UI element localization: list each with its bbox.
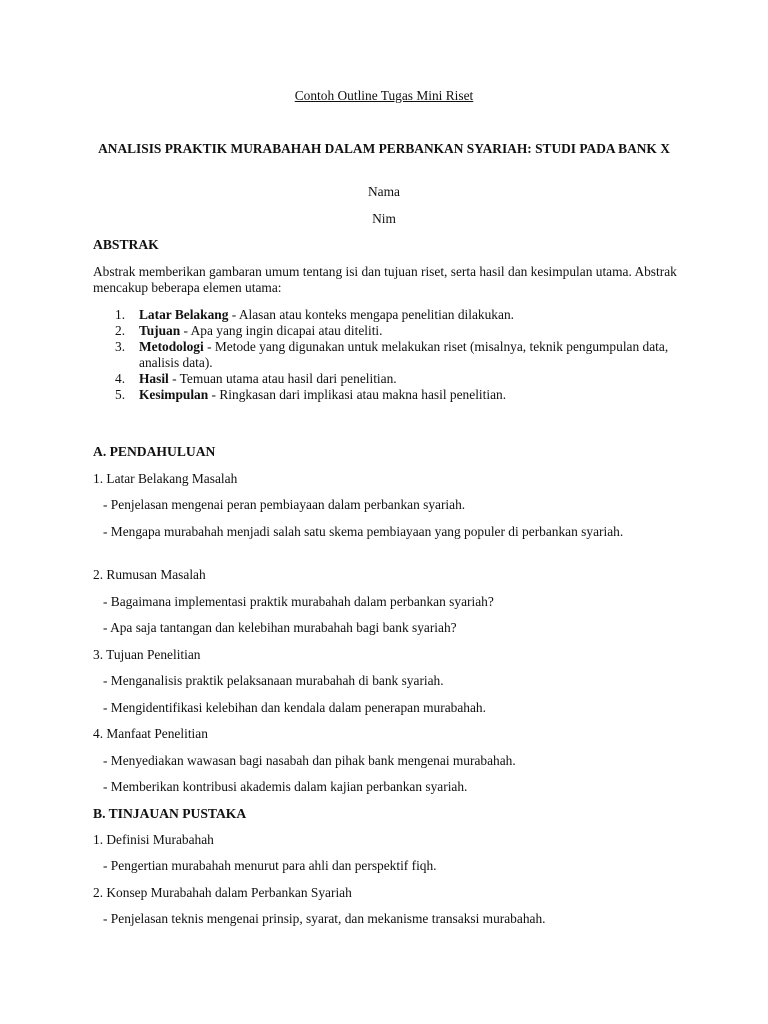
bullet-text: - Memberikan kontribusi akademis dalam kajian perbankan syariah. (103, 779, 468, 794)
abstrak-list (93, 307, 683, 403)
subsection-title: 3. Tujuan Penelitian (93, 647, 201, 662)
list-item (93, 323, 683, 339)
list-desc: - Ringkasan dari implikasi atau makna hasil penelitian. (208, 387, 507, 402)
list-desc: - Temuan utama atau hasil dari penelitian. (168, 371, 397, 386)
bullet-text: - Penjelasan teknis mengenai prinsip, syarat, dan mekanisme transaksi murabahah. (103, 911, 546, 926)
bullet-text: - Mengapa murabahah menjadi salah satu skema pembiayaan yang populer di perbankan syariah. (103, 524, 624, 539)
list-term: Tujuan (139, 323, 181, 338)
subsection-title: 4. Manfaat Penelitian (93, 726, 208, 741)
list-item (93, 307, 683, 323)
list-number: 4. (115, 371, 126, 386)
subsection-title: 2. Rumusan Masalah (93, 567, 206, 582)
tinjauan-heading: B. TINJAUAN PUSTAKA (93, 806, 247, 821)
list-term: Kesimpulan (139, 387, 209, 402)
list-desc: - Apa yang ingin dicapai atau diteliti. (180, 323, 383, 338)
outline-title: Contoh Outline Tugas Mini Riset (294, 88, 474, 103)
bullet-text: - Bagaimana implementasi praktik murabahah dalam perbankan syariah? (103, 594, 494, 609)
research-title: ANALISIS PRAKTIK MURABAHAH DALAM PERBANKAN SYARIAH: STUDI PADA BANK X (98, 141, 670, 156)
bullet-text: - Mengidentifikasi kelebihan dan kendala dalam penerapan murabahah. (103, 700, 486, 715)
list-number: 5. (115, 387, 126, 402)
pendahuluan-heading: A. PENDAHULUAN (93, 444, 216, 459)
list-desc: - Metode yang digunakan untuk melakukan riset (misalnya, teknik pengumpulan data, analisis data). (139, 339, 669, 370)
list-number: 1. (115, 307, 126, 322)
bullet-text: - Pengertian murabahah menurut para ahli dan perspektif fiqh. (103, 858, 437, 873)
list-term: Metodologi (139, 339, 204, 354)
list-item (93, 371, 683, 387)
author-nim: Nim (372, 211, 396, 226)
list-desc: - Alasan atau konteks mengapa penelitian dilakukan. (228, 307, 514, 322)
bullet-text: - Penjelasan mengenai peran pembiayaan dalam perbankan syariah. (103, 497, 466, 512)
author-name: Nama (368, 184, 400, 199)
list-term: Latar Belakang (139, 307, 229, 322)
bullet-text: - Menyediakan wawasan bagi nasabah dan pihak bank mengenai murabahah. (103, 753, 516, 768)
subsection-title: 1. Latar Belakang Masalah (93, 471, 238, 486)
list-term: Hasil (139, 371, 169, 386)
subsection-title: 1. Definisi Murabahah (93, 832, 214, 847)
bullet-text: - Menganalisis praktik pelaksanaan murabahah di bank syariah. (103, 673, 444, 688)
abstrak-intro: Abstrak memberikan gambaran umum tentang isi dan tujuan riset, serta hasil dan kesimpulan utama. Abstrak mencakup beberapa elemen utama: (93, 264, 677, 295)
abstrak-heading: ABSTRAK (93, 237, 159, 252)
list-item (93, 387, 683, 403)
list-item (93, 339, 683, 371)
subsection-title: 2. Konsep Murabahah dalam Perbankan Syariah (93, 885, 352, 900)
bullet-text: - Apa saja tantangan dan kelebihan murabahah bagi bank syariah? (103, 620, 457, 635)
list-number: 3. (115, 339, 126, 354)
list-number: 2. (115, 323, 126, 338)
